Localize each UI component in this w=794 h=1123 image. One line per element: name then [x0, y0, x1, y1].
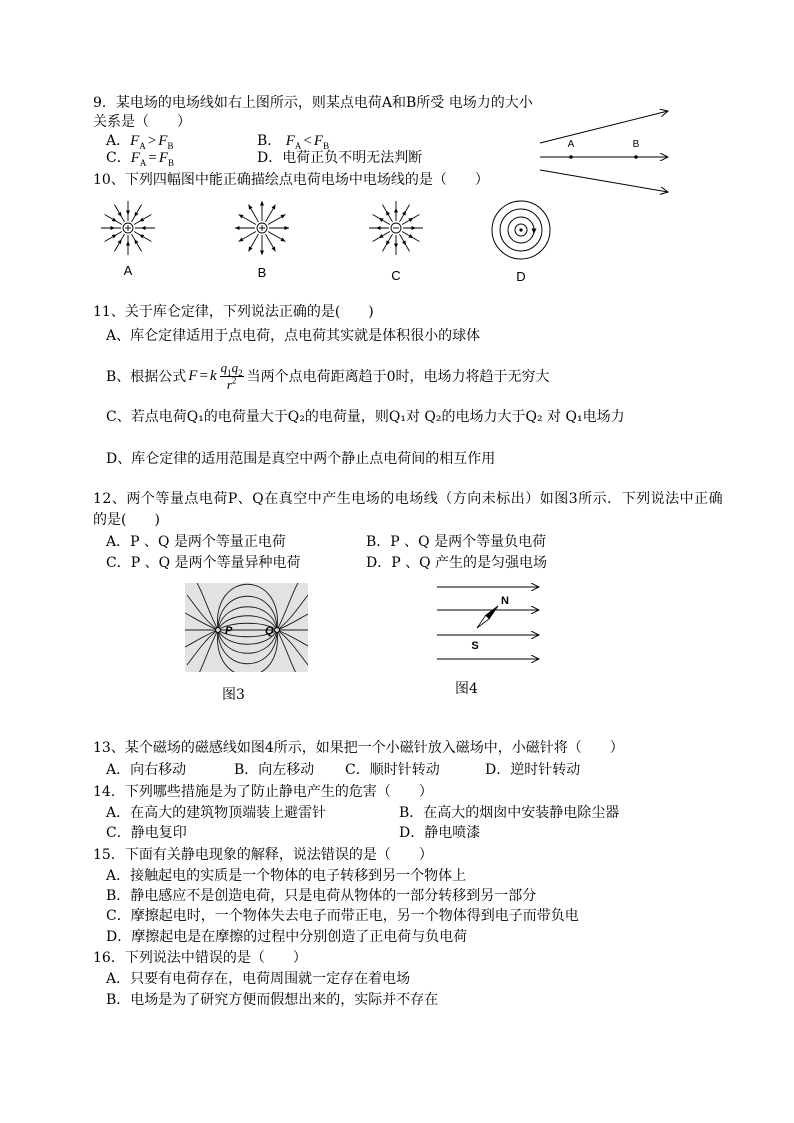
q11-option-b [106, 359, 550, 393]
subscript: A [294, 140, 302, 151]
south-label: S [471, 640, 479, 652]
q10-figure-d [490, 199, 552, 261]
subscript: B [167, 140, 174, 151]
q14-option-d: D．静电喷漆 [399, 825, 481, 841]
option-text-before: B、根据公式 [106, 369, 187, 385]
q10-label-d: D [516, 269, 526, 284]
option-label: B． [257, 133, 282, 149]
q12-stem-line1: 12、两个等量点电荷P、Q在真空中产生电场的电场线（方向未标出）如图3所示．下列说法中正确 [93, 491, 724, 507]
q12-stem-line2: 的是( ) [93, 512, 160, 528]
q15-option-d: D．摩擦起电是在摩擦的过程中分别创造了正电荷与负电荷 [106, 929, 468, 945]
arrowhead [412, 226, 417, 230]
operator: = [148, 150, 157, 166]
figure3-caption: 图3 [222, 687, 245, 703]
q14-stem: 14．下列哪些措施是为了防止静电产生的危害（ ） [93, 784, 433, 800]
q11-option-d: D、库仑定律的适用范围是真空中两个静止点电荷间的相互作用 [106, 451, 496, 467]
q15-stem: 15．下面有关静电现象的解释，说法错误的是（ ） [93, 847, 433, 863]
figure4-magnetic-field [435, 580, 545, 666]
q15-option-a: A．接触起电的实质是一个物体的电子转移到另一个物体上 [106, 868, 467, 884]
q9-option-b [257, 133, 329, 149]
arrowhead [260, 201, 264, 206]
charge-p-label: P [225, 625, 233, 637]
q11-option-a: A、库仑定律适用于点电荷，点电荷其实就是体积很小的球体 [106, 328, 481, 344]
option-label: A． [106, 133, 131, 149]
q13-option-b: B．向左移动 [234, 762, 315, 778]
q10-label-c: C [391, 268, 401, 283]
q16-option-b: B．电场是为了研究方便而假想出来的，实际并不存在 [106, 992, 439, 1008]
point-b-label: B [632, 139, 640, 150]
q12-option-a: A．P 、Q 是两个等量正电荷 [106, 534, 286, 550]
charge-q-label: Q [265, 625, 274, 637]
q11-stem: 11、关于库仑定律，下列说法正确的是( ) [93, 304, 374, 320]
option-label: D． [257, 150, 283, 166]
q10-figure-b [232, 198, 292, 258]
point-a-label: A [567, 139, 575, 150]
figure4-caption: 图4 [455, 681, 478, 697]
charge-p-dot [216, 628, 221, 633]
q15-option-c: C．摩擦起电时，一个物体失去电子而带正电，另一个物体得到电子而带负电 [106, 908, 579, 924]
compass-needle-south [477, 615, 489, 628]
arrowhead [141, 226, 146, 230]
point-charge [519, 228, 522, 231]
subscript: A [139, 140, 146, 151]
point-a-dot [569, 155, 572, 158]
q14-option-b: B．在高大的烟囱中安装静电除尘器 [399, 805, 620, 821]
q10-figure-a [98, 198, 158, 258]
formula-denominator [226, 374, 237, 392]
charge-symbol: q [231, 359, 239, 375]
q9-stem-line1: 9．某电场的电场线如右上图所示，则某点电荷A和B所受 电场力的大小 [93, 95, 533, 111]
formula-lhs: F [188, 367, 198, 384]
q10-figure-c [366, 198, 426, 258]
distance-symbol: r [226, 376, 232, 392]
q16-option-a: A．只要有电荷存在，电荷周围就一定存在着电场 [106, 971, 411, 987]
q9-field-lines-figure [536, 104, 676, 200]
arrowhead [260, 251, 264, 256]
q12-option-d: D．P 、Q 产生的是匀强电场 [366, 555, 548, 571]
q14-option-a: A．在高大的建筑物顶端装上避雷针 [106, 805, 327, 821]
force-symbol: F [285, 133, 295, 149]
q9-option-d [257, 150, 422, 166]
q11-option-c: C、若点电荷Q₁的电荷量大于Q₂的电荷量，则Q₁对 Q₂的电场力大于Q₂ 对 Q₁电场力 [106, 409, 625, 425]
q10-label-b: B [257, 265, 267, 280]
q9-option-a [106, 133, 173, 149]
q9-stem-line2: 关系是（ ） [93, 114, 191, 130]
arrowhead [394, 208, 398, 213]
formula-fraction [220, 361, 244, 392]
charge-q-dot [275, 628, 280, 633]
figure3-dipole-field [185, 583, 308, 672]
q10-label-a: A [123, 263, 133, 278]
force-symbol: F [313, 133, 324, 149]
arrowhead [532, 229, 537, 235]
arrowhead [394, 244, 398, 249]
q16-stem: 16．下列说法中错误的是（ ） [93, 950, 307, 966]
q13-option-d: D．逆时针转动 [485, 762, 581, 778]
exponent: 2 [231, 374, 237, 385]
arrowhead [126, 241, 130, 246]
option-text: 电荷正负不明无法判断 [282, 150, 423, 166]
north-label: N [501, 595, 509, 607]
arrowhead [111, 226, 116, 230]
subscript: 1 [227, 367, 232, 378]
q13-option-a: A．向右移动 [106, 762, 187, 778]
option-text-after: 当两个点电荷距离趋于0时，电场力将趋于无穷大 [246, 369, 550, 385]
charge-symbol: q [220, 359, 228, 375]
formula-equals: = [199, 367, 208, 384]
q10-stem: 10、下列四幅图中能正确描绘点电荷电场中电场线的是（ ） [93, 172, 489, 188]
q13-stem: 13、某个磁场的磁感线如图4所示，如果把一个小磁针放入磁场中，小磁针将（ ） [93, 740, 624, 756]
arrowhead [285, 226, 290, 230]
subscript: A [139, 157, 147, 168]
arrowhead [126, 211, 130, 216]
point-b-dot [634, 155, 637, 158]
subscript: B [168, 157, 175, 168]
q15-option-b: B．静电感应不是创造电荷，只是电荷从物体的一部分转移到另一部分 [106, 888, 537, 904]
subscript: B [323, 140, 330, 151]
field-line-upper [540, 111, 668, 143]
arrowhead [376, 226, 381, 230]
force-symbol: F [158, 133, 168, 149]
q13-option-c: C．顺时针转动 [345, 762, 440, 778]
force-symbol: F [130, 133, 140, 149]
operator: < [303, 133, 312, 149]
q14-option-c: C．静电复印 [106, 825, 187, 841]
q12-option-c: C．P 、Q 是两个等量异种电荷 [106, 555, 301, 571]
operator: > [147, 133, 157, 149]
q9-option-c [106, 150, 174, 166]
formula-constant-k: k [209, 367, 217, 384]
option-label: C． [106, 150, 131, 166]
q12-option-b: B．P 、Q 是两个等量负电荷 [366, 534, 547, 550]
field-line-lower [540, 170, 668, 192]
force-symbol: F [130, 150, 140, 166]
arrowhead [235, 226, 240, 230]
force-symbol: F [158, 150, 169, 166]
subscript: 2 [238, 367, 243, 378]
